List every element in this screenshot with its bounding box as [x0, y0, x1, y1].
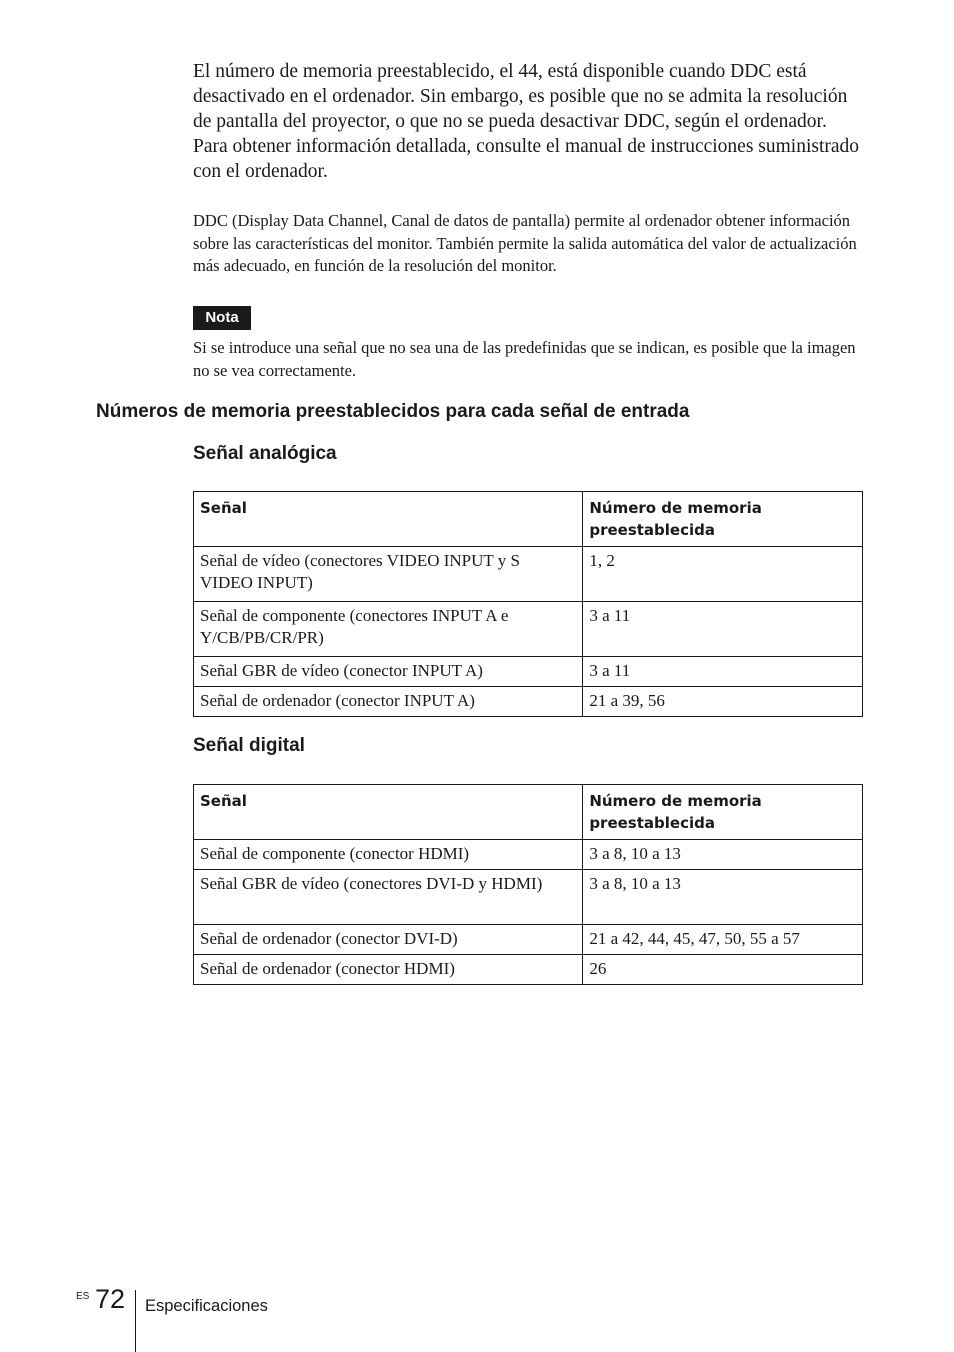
- table-cell: Señal GBR de vídeo (conector INPUT A): [194, 657, 583, 687]
- section-heading: Números de memoria preestablecidos para cada señal de entrada: [96, 401, 690, 422]
- table-cell: 1, 2: [583, 547, 863, 602]
- table-row: [194, 547, 863, 602]
- digital-table: [193, 784, 863, 985]
- table-cell: 3 a 11: [583, 657, 863, 687]
- footer-language-code: ES: [76, 1291, 90, 1302]
- column-header: Número de memoria preestablecida: [583, 785, 863, 840]
- analog-table: [193, 491, 863, 717]
- ddc-paragraph: DDC (Display Data Channel, Canal de datos de pantalla) permite al ordenador obtener información sobre las características del monitor. También permite la salida automática del valor de actualización más adecuado, en función de la resolución del monitor.: [193, 211, 857, 275]
- column-header: Señal: [194, 492, 583, 547]
- table-row: [194, 925, 863, 955]
- page-number: 72: [95, 1284, 126, 1314]
- digital-heading: Señal digital: [193, 735, 305, 756]
- table-cell: 21 a 42, 44, 45, 47, 50, 55 a 57: [583, 925, 863, 955]
- table-row: [194, 657, 863, 687]
- table-cell: Señal de vídeo (conectores VIDEO INPUT y S VIDEO INPUT): [194, 547, 583, 602]
- column-header: Señal: [194, 785, 583, 840]
- table-cell: Señal de ordenador (conector INPUT A): [194, 687, 583, 717]
- table-cell: Señal de ordenador (conector HDMI): [194, 955, 583, 985]
- table-cell: Señal de componente (conector HDMI): [194, 840, 583, 870]
- table-row: [194, 955, 863, 985]
- intro-paragraph: El número de memoria preestablecido, el 44, está disponible cuando DDC está desactivado en el ordenador. Sin embargo, es posible que no se admita la resolución de pantalla del proyector, o que no se pueda desactivar DDC, según el ordenador. Para obtener información detallada, consulte el manual de instrucciones suministrado con el ordenador.: [193, 61, 860, 182]
- footer-divider: [135, 1290, 136, 1352]
- table-cell: Señal de ordenador (conector DVI-D): [194, 925, 583, 955]
- table-cell: 26: [583, 955, 863, 985]
- table-row: [194, 602, 863, 657]
- table-header-row: [194, 785, 863, 840]
- table-row: [194, 870, 863, 925]
- table-cell: 3 a 11: [583, 602, 863, 657]
- table-cell: Señal GBR de vídeo (conectores DVI-D y HDMI): [194, 870, 583, 925]
- table-row: [194, 840, 863, 870]
- table-cell: Señal de componente (conectores INPUT A e Y/CB/PB/CR/PR): [194, 602, 583, 657]
- footer-section-label: Especificaciones: [145, 1297, 268, 1315]
- column-header: Número de memoria preestablecida: [583, 492, 863, 547]
- table-header-row: [194, 492, 863, 547]
- table-cell: 3 a 8, 10 a 13: [583, 840, 863, 870]
- note-label: Nota: [193, 306, 251, 330]
- table-cell: 3 a 8, 10 a 13: [583, 870, 863, 925]
- table-cell: 21 a 39, 56: [583, 687, 863, 717]
- note-text: Si se introduce una señal que no sea una de las predefinidas que se indican, es posible que la imagen no se vea correctamente.: [193, 338, 856, 380]
- table-row: [194, 687, 863, 717]
- analog-heading: Señal analógica: [193, 443, 337, 464]
